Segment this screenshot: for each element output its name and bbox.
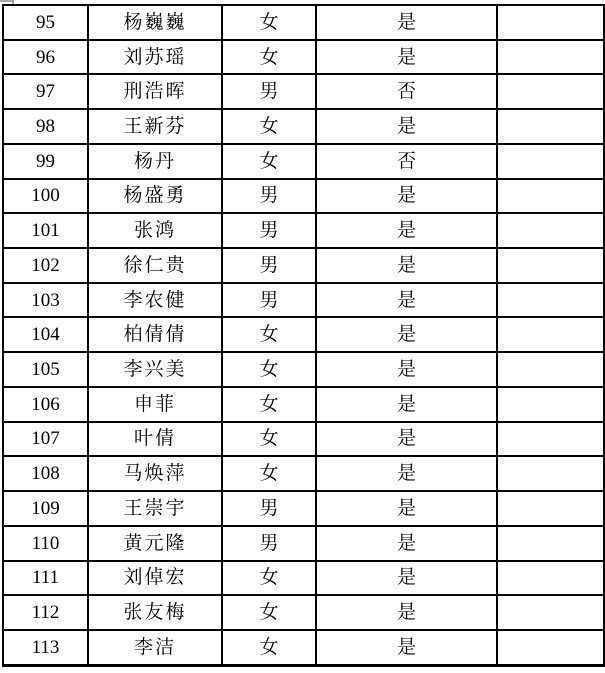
cell-blank bbox=[497, 630, 604, 666]
cell-confirm: 是 bbox=[316, 561, 497, 596]
cell-confirm: 是 bbox=[316, 422, 497, 457]
cell-gender: 女 bbox=[222, 40, 316, 75]
cell-blank bbox=[497, 74, 604, 109]
cell-blank bbox=[497, 283, 604, 318]
cell-name: 叶倩 bbox=[88, 422, 222, 457]
cell-name: 张友梅 bbox=[88, 595, 222, 630]
table-row bbox=[3, 595, 604, 630]
table-row bbox=[3, 74, 604, 109]
cell-blank bbox=[497, 526, 604, 561]
cell-number: 100 bbox=[3, 179, 88, 214]
cell-gender: 女 bbox=[222, 456, 316, 491]
cell-number: 112 bbox=[3, 595, 88, 630]
cell-name: 申菲 bbox=[88, 387, 222, 422]
table-row bbox=[3, 491, 604, 526]
cell-number: 99 bbox=[3, 144, 88, 179]
cell-number: 104 bbox=[3, 317, 88, 352]
roster-table bbox=[2, 4, 605, 667]
cell-number: 111 bbox=[3, 561, 88, 596]
cell-gender: 女 bbox=[222, 561, 316, 596]
cell-blank bbox=[497, 109, 604, 144]
table-row bbox=[3, 213, 604, 248]
cell-confirm: 是 bbox=[316, 630, 497, 666]
table-row bbox=[3, 352, 604, 387]
cell-name: 徐仁贵 bbox=[88, 248, 222, 283]
cell-name: 柏倩倩 bbox=[88, 317, 222, 352]
cell-blank bbox=[497, 422, 604, 457]
cell-blank bbox=[497, 40, 604, 75]
cell-blank bbox=[497, 248, 604, 283]
cell-gender: 女 bbox=[222, 352, 316, 387]
cell-number: 95 bbox=[3, 5, 88, 40]
table-row bbox=[3, 109, 604, 144]
cell-blank bbox=[497, 456, 604, 491]
cell-name: 刑浩晖 bbox=[88, 74, 222, 109]
cell-number: 107 bbox=[3, 422, 88, 457]
cell-confirm: 是 bbox=[316, 109, 497, 144]
table-row bbox=[3, 5, 604, 40]
cell-gender: 女 bbox=[222, 144, 316, 179]
cell-name: 黄元隆 bbox=[88, 526, 222, 561]
cell-confirm: 否 bbox=[316, 74, 497, 109]
cell-name: 杨盛勇 bbox=[88, 179, 222, 214]
table-row bbox=[3, 422, 604, 457]
cell-confirm: 否 bbox=[316, 144, 497, 179]
cell-blank bbox=[497, 491, 604, 526]
cell-name: 马焕萍 bbox=[88, 456, 222, 491]
table-row bbox=[3, 561, 604, 596]
table-row bbox=[3, 144, 604, 179]
cell-name: 杨丹 bbox=[88, 144, 222, 179]
cell-name: 李农健 bbox=[88, 283, 222, 318]
cell-number: 108 bbox=[3, 456, 88, 491]
cell-name: 王崇宇 bbox=[88, 491, 222, 526]
cell-confirm: 是 bbox=[316, 5, 497, 40]
cell-name: 王新芬 bbox=[88, 109, 222, 144]
cell-gender: 女 bbox=[222, 317, 316, 352]
table-row bbox=[3, 283, 604, 318]
cell-confirm: 是 bbox=[316, 213, 497, 248]
table-row bbox=[3, 40, 604, 75]
cell-name: 刘倬宏 bbox=[88, 561, 222, 596]
cell-number: 98 bbox=[3, 109, 88, 144]
cell-blank bbox=[497, 352, 604, 387]
cell-blank bbox=[497, 213, 604, 248]
cell-gender: 女 bbox=[222, 387, 316, 422]
cell-confirm: 是 bbox=[316, 595, 497, 630]
cell-gender: 男 bbox=[222, 213, 316, 248]
cell-blank bbox=[497, 317, 604, 352]
cell-number: 113 bbox=[3, 630, 88, 666]
cell-gender: 女 bbox=[222, 109, 316, 144]
cell-blank bbox=[497, 5, 604, 40]
cell-confirm: 是 bbox=[316, 456, 497, 491]
cell-gender: 女 bbox=[222, 595, 316, 630]
cell-number: 110 bbox=[3, 526, 88, 561]
cell-gender: 女 bbox=[222, 422, 316, 457]
cell-blank bbox=[497, 595, 604, 630]
cell-gender: 男 bbox=[222, 283, 316, 318]
table-row bbox=[3, 387, 604, 422]
cell-gender: 女 bbox=[222, 5, 316, 40]
cell-confirm: 是 bbox=[316, 387, 497, 422]
cell-number: 103 bbox=[3, 283, 88, 318]
cell-name: 杨巍巍 bbox=[88, 5, 222, 40]
cell-name: 李洁 bbox=[88, 630, 222, 666]
table-row bbox=[3, 526, 604, 561]
cell-confirm: 是 bbox=[316, 317, 497, 352]
cell-number: 101 bbox=[3, 213, 88, 248]
cell-number: 106 bbox=[3, 387, 88, 422]
cell-blank bbox=[497, 144, 604, 179]
table-row bbox=[3, 179, 604, 214]
cell-confirm: 是 bbox=[316, 283, 497, 318]
cell-gender: 男 bbox=[222, 491, 316, 526]
table-row bbox=[3, 630, 604, 666]
cell-confirm: 是 bbox=[316, 40, 497, 75]
cell-confirm: 是 bbox=[316, 352, 497, 387]
cell-blank bbox=[497, 179, 604, 214]
cell-number: 105 bbox=[3, 352, 88, 387]
cell-blank bbox=[497, 561, 604, 596]
cell-confirm: 是 bbox=[316, 179, 497, 214]
cell-number: 102 bbox=[3, 248, 88, 283]
cell-blank bbox=[497, 387, 604, 422]
cell-gender: 男 bbox=[222, 526, 316, 561]
cell-confirm: 是 bbox=[316, 526, 497, 561]
cell-name: 刘苏瑶 bbox=[88, 40, 222, 75]
table-row bbox=[3, 456, 604, 491]
cell-gender: 男 bbox=[222, 179, 316, 214]
cell-confirm: 是 bbox=[316, 248, 497, 283]
cell-number: 97 bbox=[3, 74, 88, 109]
cell-name: 张鸿 bbox=[88, 213, 222, 248]
cell-gender: 女 bbox=[222, 630, 316, 666]
cell-name: 李兴美 bbox=[88, 352, 222, 387]
roster-table-body bbox=[3, 5, 604, 666]
cell-gender: 男 bbox=[222, 248, 316, 283]
table-row bbox=[3, 248, 604, 283]
cell-confirm: 是 bbox=[316, 491, 497, 526]
table-row bbox=[3, 317, 604, 352]
cell-number: 109 bbox=[3, 491, 88, 526]
cell-number: 96 bbox=[3, 40, 88, 75]
cell-gender: 男 bbox=[222, 74, 316, 109]
